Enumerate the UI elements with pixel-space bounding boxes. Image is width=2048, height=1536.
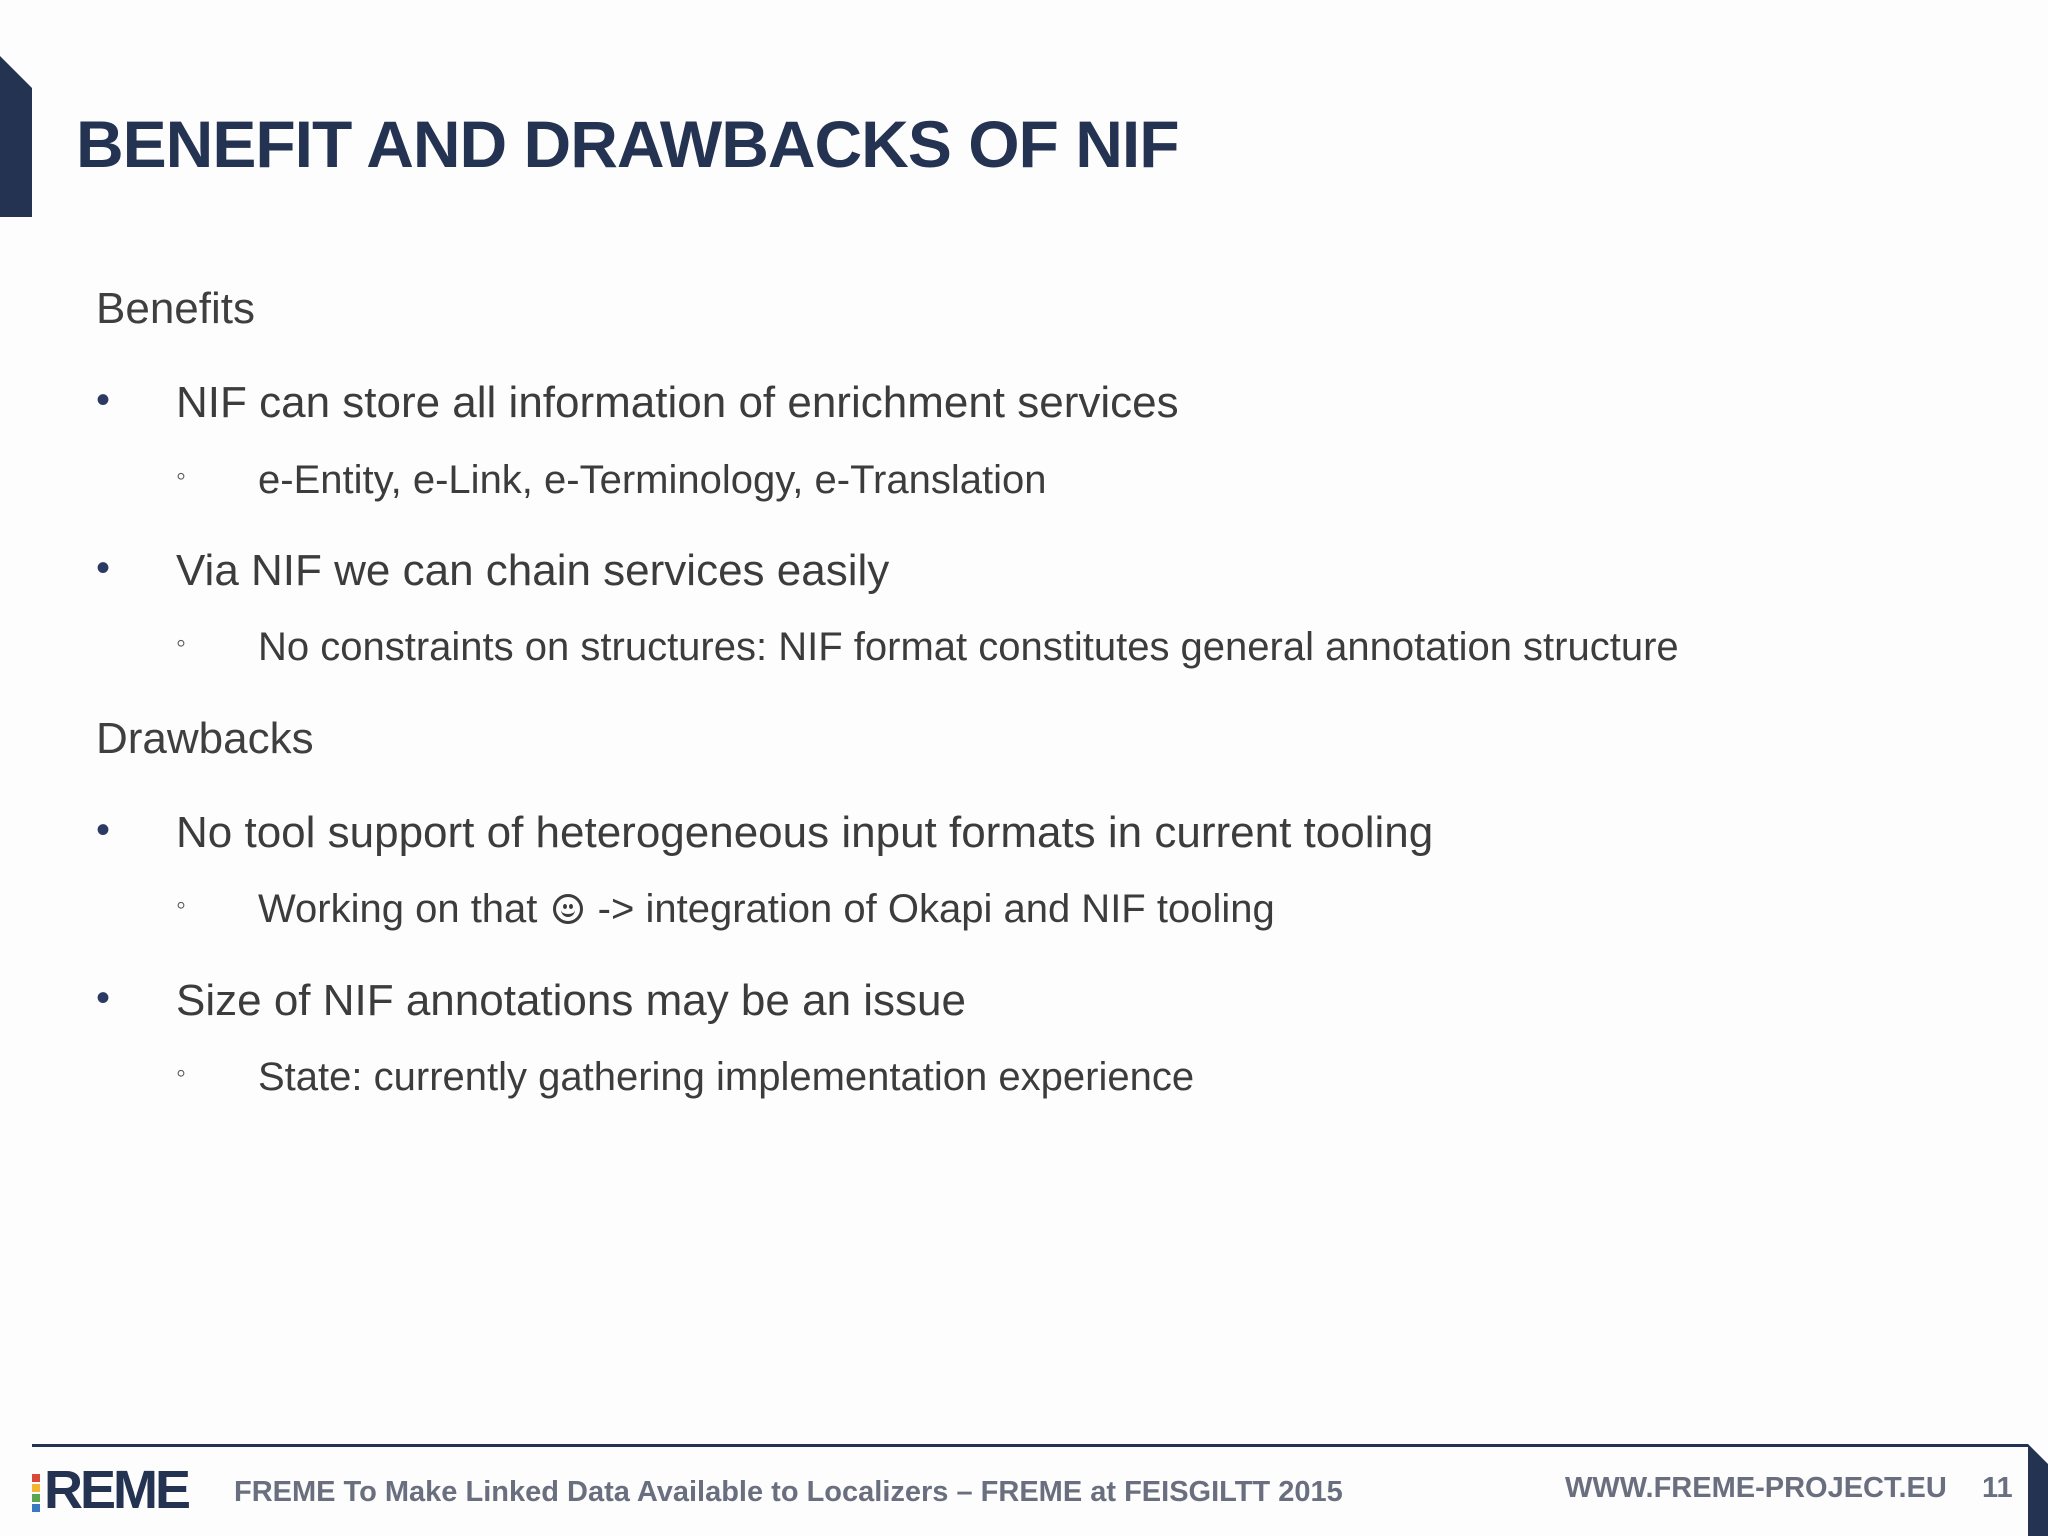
sub-bullet-text: e-Entity, e-Link, e-Terminology, e-Translation	[258, 458, 1047, 502]
smiley-icon	[553, 894, 583, 924]
footer-url: WWW.FREME-PROJECT.EU	[1565, 1472, 1947, 1504]
sub-bullet-icon: ◦	[176, 889, 186, 920]
footer-caption: FREME To Make Linked Data Available to Localizers – FREME at FEISGILTT 2015	[234, 1476, 1343, 1508]
sub-bullet-text-before: Working on that	[258, 887, 538, 931]
footer-divider	[32, 1444, 2028, 1447]
freme-logo	[30, 1462, 188, 1518]
sub-bullet-text	[258, 887, 1275, 932]
sub-bullet-icon: ◦	[176, 627, 186, 658]
drawbacks-heading: Drawbacks	[96, 714, 314, 763]
bullet-icon: •	[96, 378, 111, 422]
sub-bullet-text: No constraints on structures: NIF format constitutes general annotation structure	[258, 625, 1679, 669]
sub-bullet-icon: ◦	[176, 1057, 186, 1088]
bullet-icon: •	[96, 808, 111, 852]
bullet-text: No tool support of heterogeneous input formats in current tooling	[176, 808, 1434, 857]
benefits-heading: Benefits	[96, 284, 255, 333]
footer-corner-accent	[2028, 1444, 2048, 1536]
bullet-text: NIF can store all information of enrichment services	[176, 378, 1179, 427]
bullet-text: Via NIF we can chain services easily	[176, 546, 890, 595]
sub-bullet-text: State: currently gathering implementation experience	[258, 1055, 1195, 1099]
page-number: 11	[1982, 1472, 2013, 1504]
bullet-text: Size of NIF annotations may be an issue	[176, 976, 966, 1025]
slide-title: BENEFIT AND DRAWBACKS OF NIF	[76, 107, 1179, 181]
logo-text: REME	[44, 1460, 189, 1520]
title-accent-bar	[0, 56, 32, 217]
sub-bullet-text-after: -> integration of Okapi and NIF tooling	[597, 887, 1275, 931]
sub-bullet-icon: ◦	[176, 460, 186, 491]
bullet-icon: •	[96, 546, 111, 590]
bullet-icon: •	[96, 976, 111, 1020]
logo-mark-icon	[30, 1470, 42, 1510]
